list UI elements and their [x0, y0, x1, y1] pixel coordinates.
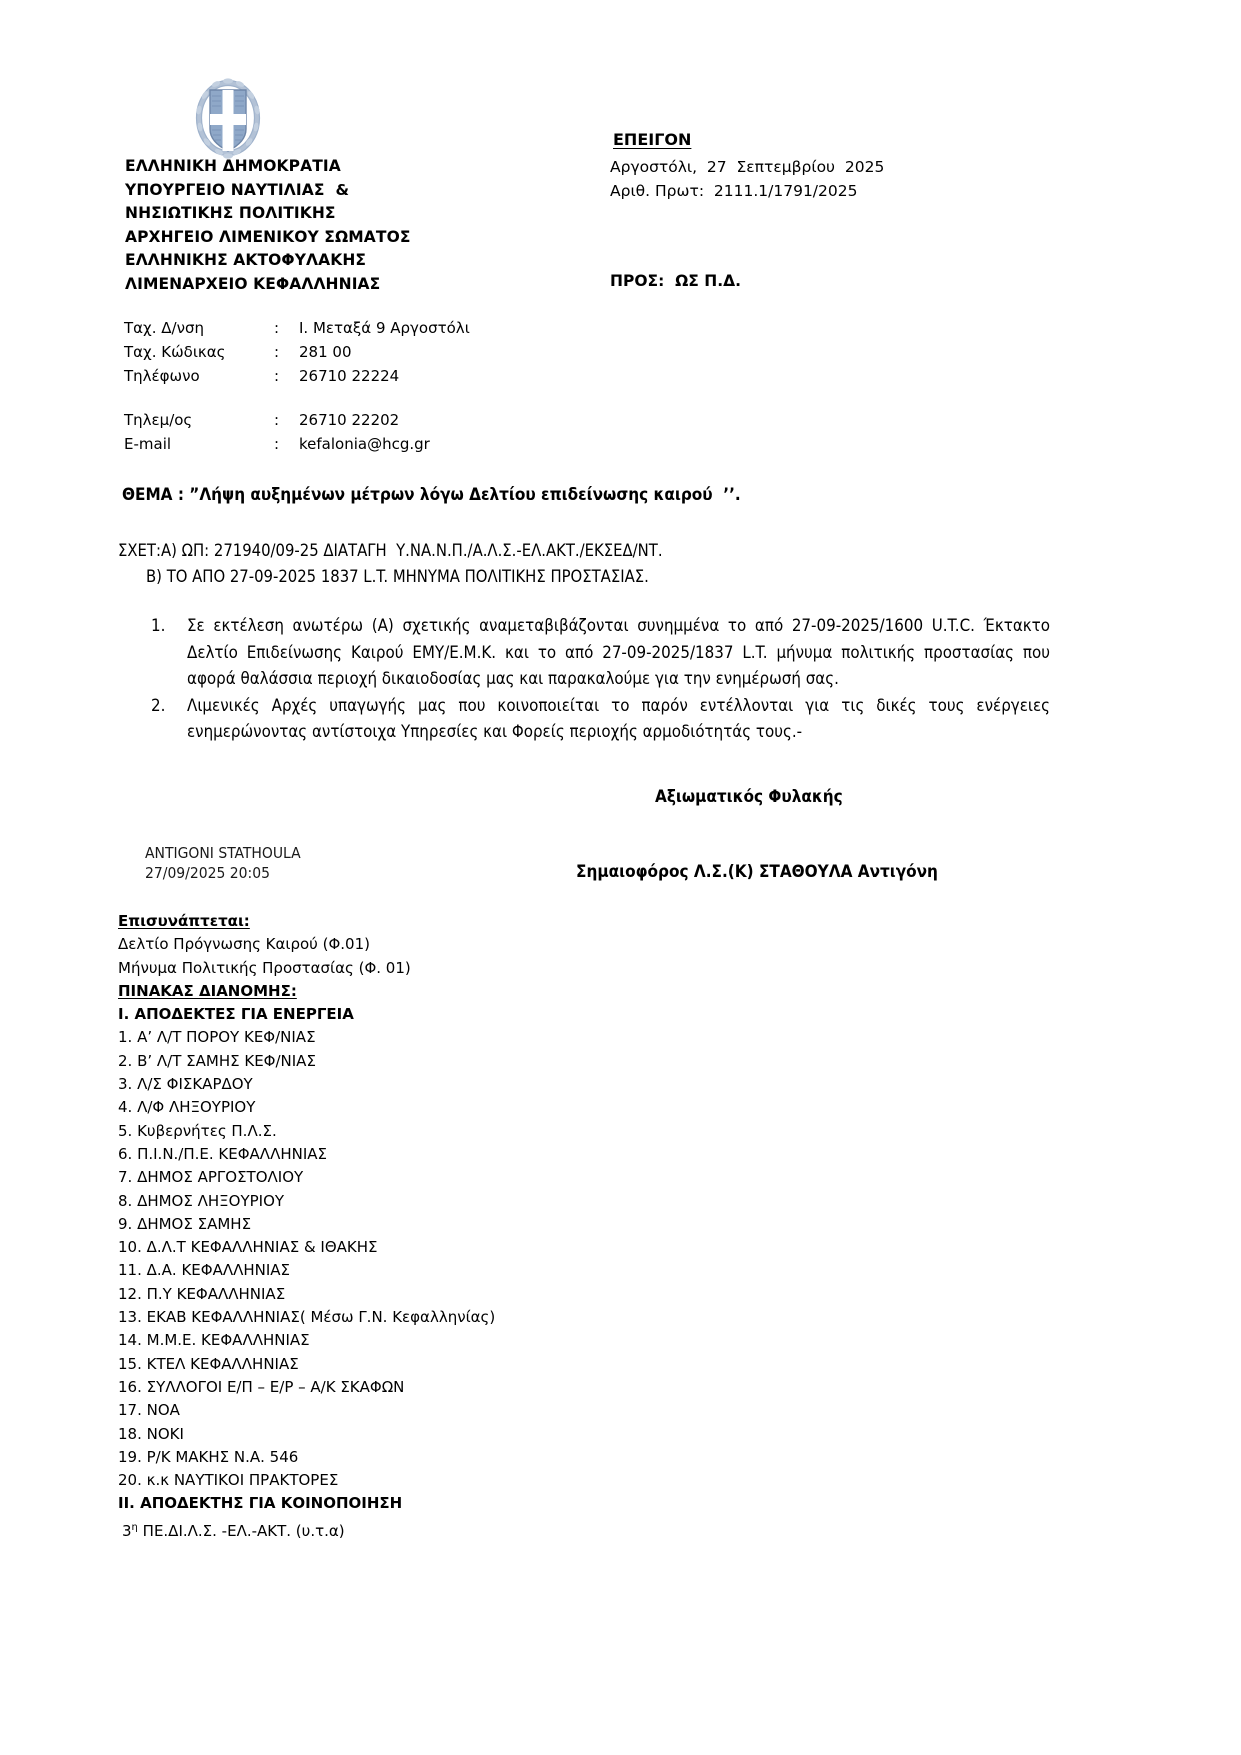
attachments-heading: Επισυνάπτεται:	[118, 912, 250, 930]
distribution-item: 10. Δ.Λ.Τ ΚΕΦΑΛΛΗΝΙΑΣ & ΙΘΑΚΗΣ	[118, 1238, 378, 1257]
contact-value-address: Ι. Μεταξά 9 Αργοστόλι	[299, 319, 470, 337]
contact-sep-address: :	[274, 319, 280, 337]
distribution-item: 7. ΔΗΜΟΣ ΑΡΓΟΣΤΟΛΙΟΥ	[118, 1168, 304, 1187]
contact-value-fax: 26710 22202	[299, 411, 400, 429]
contact-sep-postcode: :	[274, 343, 280, 361]
references-block	[118, 538, 663, 590]
distribution-item: 15. ΚΤΕΛ ΚΕΦΑΛΛΗΝΙΑΣ	[118, 1354, 299, 1373]
paragraph-2-number: 2.	[151, 694, 166, 715]
contact-row-email	[124, 432, 470, 456]
issuing-authority-block	[125, 155, 595, 296]
distribution-item: 2. Β’ Λ/Τ ΣΑΜΗΣ ΚΕΦ/ΝΙΑΣ	[118, 1051, 316, 1070]
contact-details-table	[124, 316, 470, 456]
attachment-item-1: Δελτίο Πρόγνωσης Καιρού (Φ.01)	[118, 935, 370, 954]
distribution-item: 5. Κυβερνήτες Π.Λ.Σ.	[118, 1121, 277, 1140]
paragraph-1	[145, 612, 1050, 692]
distribution-item: 8. ΔΗΜΟΣ ΛΗΞΟΥΡΙΟΥ	[118, 1191, 285, 1210]
paragraph-1-text: Σε εκτέλεση ανωτέρω (Α) σχετικής αναμεταβιβάζονται συνημμένα το από 27-09-2025/1600 U.T.C. Έκτακτο Δελτίο Επιδείνωσης Καιρού ΕΜΥ/Ε.Μ.Κ. και το από 27-09-2025/1837 L.T. μήνυμα πολιτικής προστασίας που αφορά θαλάσσια περιοχή δικαιοδοσίας μας και παρακαλούμε για την ενημέρωσή σας.	[187, 615, 1050, 688]
protocol-number: Αριθ. Πρωτ: 2111.1/1791/2025	[610, 182, 858, 200]
contact-value-email[interactable]: kefalonia@hcg.gr	[299, 435, 430, 453]
contact-label-address: Ταχ. Δ/νση	[124, 319, 204, 337]
authority-line-4: ΑΡΧΗΓΕΙΟ ΛΙΜΕΝΙΚΟΥ ΣΩΜΑΤΟΣ	[125, 227, 411, 246]
distribution-item: 14. Μ.Μ.Ε. ΚΕΦΑΛΛΗΝΙΑΣ	[118, 1331, 310, 1350]
recipient-line: ΠΡΟΣ: ΩΣ Π.Δ.	[610, 272, 741, 290]
digital-signature-timestamp: 27/09/2025 20:05	[145, 864, 270, 882]
distribution-item: 20. κ.κ ΝΑΥΤΙΚΟΙ ΠΡΑΚΤΟΡΕΣ	[118, 1471, 339, 1490]
distribution-item: 18. ΝΟΚΙ	[118, 1424, 184, 1443]
distribution-item: 11. Δ.Α. ΚΕΦΑΛΛΗΝΙΑΣ	[118, 1261, 291, 1280]
signatory-title: Αξιωματικός Φυλακής	[655, 787, 843, 807]
distribution-item: 4. Λ/Φ ΛΗΞΟΥΡΙΟΥ	[118, 1098, 256, 1117]
distribution-item: 17. ΝΟΑ	[118, 1401, 180, 1420]
authority-line-6: ΛΙΜΕΝΑΡΧΕΙΟ ΚΕΦΑΛΛΗΝΙΑΣ	[125, 274, 381, 293]
contact-label-phone: Τηλέφωνο	[124, 367, 200, 385]
paragraph-1-number: 1.	[151, 615, 166, 635]
subject-line: ΘΕΜΑ : ”Λήψη αυξημένων μέτρων λόγω Δελτίου επιδείνωσης καιρού ’’.	[122, 485, 741, 505]
info-item-ordinal-suffix: η	[131, 1521, 138, 1533]
contact-row-phone	[124, 364, 470, 388]
authority-line-1: ΕΛΛΗΝΙΚΗ ΔΗΜΟΚΡΑΤΙΑ	[125, 157, 341, 175]
distribution-item: 19. Ρ/Κ ΜΑΚΗΣ Ν.Α. 546	[118, 1447, 299, 1466]
signatory-name: Σημαιοφόρος Λ.Σ.(Κ) ΣΤΑΘΟΥΛΑ Αντιγόνη	[576, 862, 938, 882]
coat-of-arms-emblem	[189, 72, 267, 164]
contact-sep-email: :	[274, 435, 280, 453]
distribution-item: 16. ΣΥΛΛΟΓΟΙ Ε/Π – Ε/Ρ – Α/Κ ΣΚΑΦΩΝ	[118, 1377, 405, 1396]
contact-label-postcode: Ταχ. Κώδικας	[124, 343, 226, 361]
distribution-item: 1. Α’ Λ/Τ ΠΟΡΟΥ ΚΕΦ/ΝΙΑΣ	[118, 1028, 316, 1047]
paragraph-2-text: Λιμενικές Αρχές υπαγωγής μας που κοινοποιείται το παρόν εντέλλονται για τις δικές τους ενέργειες ενημερώνοντας αντίστοιχα Υπηρεσίες και Φορείς περιοχής αρμοδιότητάς τους.-	[187, 694, 1050, 741]
distribution-section-action: Ι. ΑΠΟΔΕΚΤΕΣ ΓΙΑ ΕΝΕΡΓΕΙΑ	[118, 1005, 354, 1024]
body-paragraphs	[145, 612, 1050, 745]
distribution-info-item	[118, 1516, 818, 1543]
digital-signature-stamp	[145, 843, 301, 883]
contact-sep-fax: :	[274, 411, 280, 429]
digital-signature-name: ANTIGONI STATHOULA	[145, 844, 301, 862]
distribution-section-info: ΙΙ. ΑΠΟΔΕΚΤΗΣ ΓΙΑ ΚΟΙΝΟΠΟΙΗΣΗ	[118, 1494, 403, 1513]
attachments-and-distribution	[118, 910, 818, 1543]
distribution-item: 9. ΔΗΜΟΣ ΣΑΜΗΣ	[118, 1214, 252, 1233]
authority-line-2: ΥΠΟΥΡΓΕΙΟ ΝΑΥΤΙΛΙΑΣ &	[125, 180, 350, 199]
authority-line-3: ΝΗΣΙΩΤΙΚΗΣ ΠΟΛΙΤΙΚΗΣ	[125, 204, 336, 222]
urgent-label: ΕΠΕΙΓΟΝ	[613, 130, 692, 149]
distribution-item: 6. Π.Ι.Ν./Π.Ε. ΚΕΦΑΛΛΗΝΙΑΣ	[118, 1144, 327, 1163]
contact-row-fax	[124, 408, 470, 432]
distribution-item: 12. Π.Υ ΚΕΦΑΛΛΗΝΙΑΣ	[118, 1284, 286, 1303]
reference-line-b: Β) ΤΟ ΑΠΟ 27-09-2025 1837 L.T. ΜΗΝΥΜΑ ΠΟΛΙΤΙΚΗΣ ΠΡΟΣΤΑΣΙΑΣ.	[146, 567, 649, 586]
distribution-item: 3. Λ/Σ ΦΙΣΚΑΡΔΟΥ	[118, 1075, 253, 1094]
info-item-ordinal-number: 3	[122, 1521, 132, 1540]
contact-label-fax: Τηλεμ/ος	[124, 411, 193, 429]
document-date: Αργοστόλι, 27 Σεπτεμβρίου 2025	[610, 158, 885, 176]
contact-value-postcode: 281 00	[299, 343, 352, 361]
distribution-item: 13. ΕΚΑΒ ΚΕΦΑΛΛΗΝΙΑΣ( Μέσω Γ.Ν. Κεφαλληνίας)	[118, 1308, 496, 1327]
contact-sep-phone: :	[274, 367, 280, 385]
contact-row-postcode	[124, 340, 470, 364]
contact-row-address	[124, 316, 470, 340]
contact-value-phone: 26710 22224	[299, 367, 400, 385]
distribution-heading: ΠΙΝΑΚΑΣ ΔΙΑΝΟΜΗΣ:	[118, 981, 297, 1000]
paragraph-2	[145, 692, 1050, 745]
contact-label-email: E-mail	[124, 435, 172, 453]
attachment-item-2: Μήνυμα Πολιτικής Προστασίας (Φ. 01)	[118, 958, 411, 977]
authority-line-5: ΕΛΛΗΝΙΚΗΣ ΑΚΤΟΦΥΛΑΚΗΣ	[125, 251, 367, 269]
reference-line-a: ΣΧΕΤ:Α) ΩΠ: 271940/09-25 ΔΙΑΤΑΓΗ Υ.ΝΑ.Ν.Π./Α.Λ.Σ.-ΕΛ.ΑΚΤ./ΕΚΣΕΔ/ΝΤ.	[118, 541, 663, 560]
info-item-text: ΠΕ.ΔΙ.Λ.Σ. -ΕΛ.-ΑΚΤ. (υ.τ.α)	[137, 1521, 345, 1540]
